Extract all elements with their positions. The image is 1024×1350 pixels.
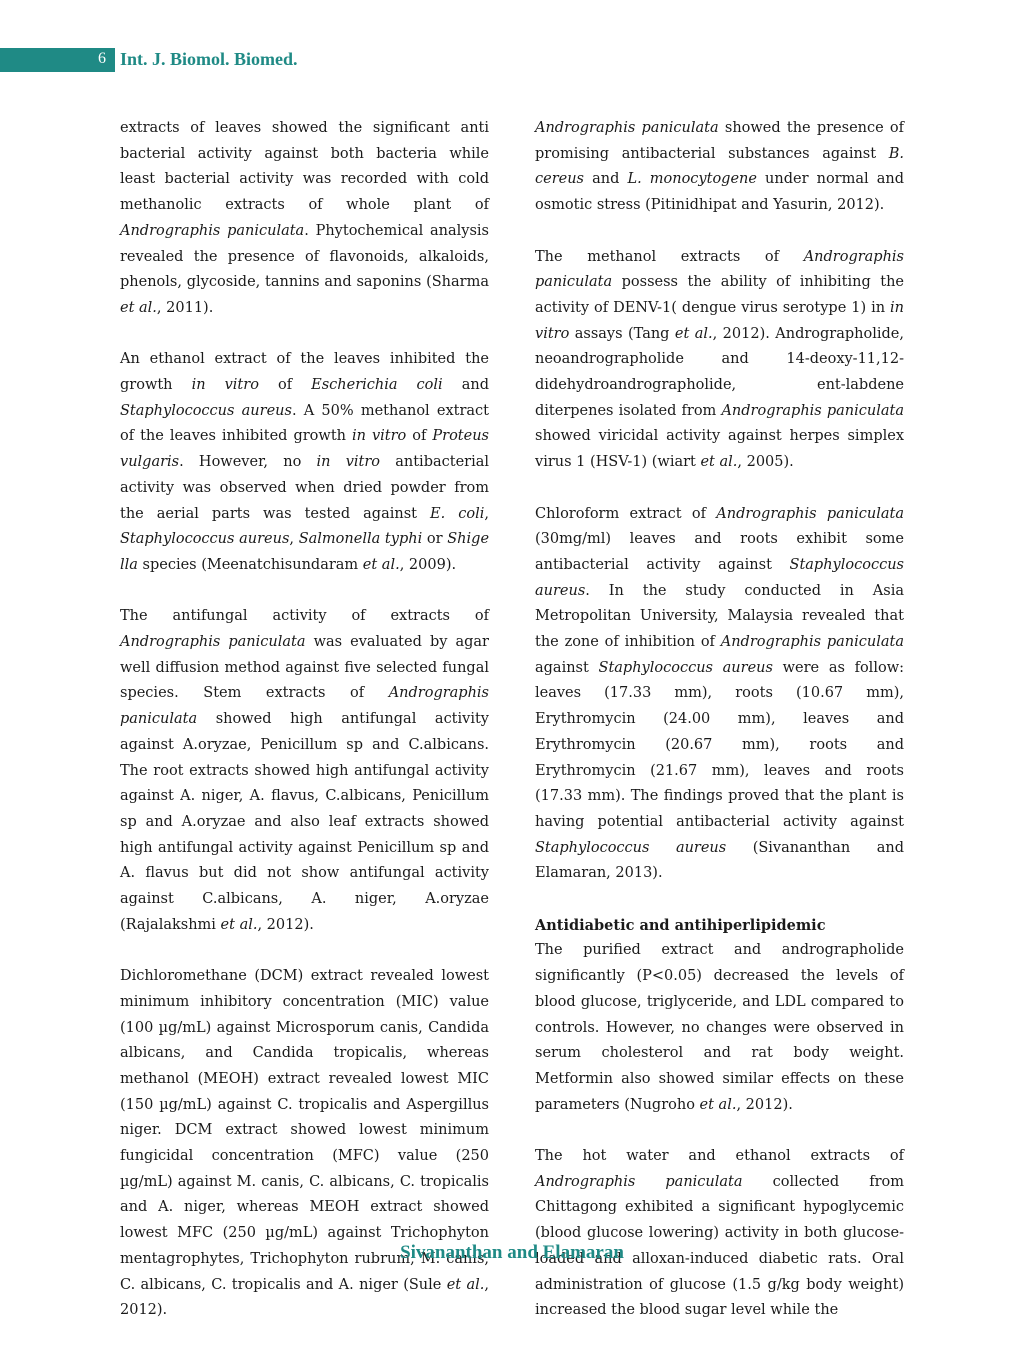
italic-term: Staphylococcus aureus [535, 839, 727, 856]
text-run: . In the study conducted in Asia Metropolitan University, Malaysia revealed that the zone of inhibition of [535, 582, 904, 651]
text-run: showed viricidal activity against herpes simplex virus 1 (HSV-1) (wiart [535, 428, 904, 471]
body-paragraph [535, 938, 904, 1118]
text-run: (Sivananthan and Elamaran, 2013). [535, 839, 904, 882]
italic-term: Shige lla [120, 531, 490, 573]
section-heading: Antidiabetic and antihiperlipidemic [535, 916, 826, 934]
text-run: or [422, 531, 448, 548]
right-column [535, 116, 904, 1350]
text-run: Dichloromethane (DCM) extract revealed lowest minimum inhibitory concentration (MIC) value (100 µg/mL) against Microsporum canis, Candida albicans, and Candida tropicalis, whereas methanol (MEOH) extract revealed lowest MIC (150 µg/mL) against C. tropicalis and Aspergillus niger. DCM extract showed lowest minimum fungicidal concentration (MFC) value (250 µg/mL) against M. canis, C. albicans, C. tropicalis and A. niger, whereas MEOH extract showed lowest MFC (250 µg/mL) against Trichophyton mentagrophytes, Trichophyton rubrum, M. canis, C. albicans, C. tropicalis and A. niger (Sule [120, 968, 489, 1293]
text-run: species (Meenatchisundaram [137, 556, 363, 573]
text-run: , 2011). [156, 299, 214, 316]
italic-term: Andrographis paniculata [716, 505, 904, 522]
italic-term: in vitro [316, 454, 381, 471]
text-run: . A 50% methanol extract of the leaves inhibited growth [120, 402, 490, 445]
text-run: The methanol extracts of [535, 248, 804, 265]
italic-term: Proteus vulgaris [120, 428, 489, 471]
text-run: extracts of leaves showed the significant anti bacterial activity against both bacteria while least bacterial activity was recorded with cold methanolic extracts of whole plant of [120, 120, 489, 214]
text-run: of [406, 428, 433, 445]
italic-term: Andrographis paniculata [721, 402, 904, 419]
text-run: collected from Chittagong exhibited a significant hypoglycemic (blood glucose lowering) activity in both glucose-loaded and alloxan-induced diabetic rats. Oral administration of glucose (1.5 g/kg body weight) increased the blood sugar level while the [535, 1173, 904, 1319]
italic-term: et al. [699, 1096, 737, 1113]
italic-term: E. coli [430, 505, 485, 522]
italic-term: Staphylococcus aureus [598, 659, 773, 676]
italic-term: et al. [362, 556, 400, 573]
body-paragraph [120, 116, 489, 322]
italic-term: Staphylococcus aureus [120, 531, 290, 548]
text-run: , 2012). [120, 1276, 489, 1319]
text-run: , 2012). Andrographolide, neoandrographolide and 14-deoxy-11,12-didehydroandrographolide, ent-labdene diterpenes isolated from [535, 325, 904, 419]
italic-term: Andrographis paniculata [535, 248, 904, 291]
italic-term: Salmonella typhi [298, 531, 423, 548]
text-run: against [535, 659, 599, 676]
italic-term: Andrographis paniculata [535, 1173, 743, 1190]
text-run: , 2009). [399, 556, 457, 573]
italic-term: et al. [120, 299, 157, 316]
italic-term: Andrographis paniculata [120, 634, 306, 651]
text-run: assays (Tang [569, 325, 675, 342]
text-run: Chloroform extract of [535, 505, 717, 522]
text-run: (30mg/ml) leaves and roots exhibit some antibacterial activity against [535, 531, 904, 573]
body-paragraph [120, 347, 489, 578]
text-run: under normal and osmotic stress (Pitinidhipat and Yasurin, 2012). [535, 171, 904, 214]
text-run: , 2012). [257, 916, 314, 933]
italic-term: L. monocytogene [627, 171, 757, 188]
italic-term: Staphylococcus aureus [535, 556, 904, 599]
italic-term: Escherichia coli [311, 377, 443, 394]
text-run: were as follow: leaves (17.33 mm), roots (10.67 mm), Erythromycin (24.00 mm), leaves and Erythromycin (20.67 mm), roots and Erythromycin (21.67 mm), leaves and roots (17.33 mm). The findings proved that the plant is having potential antibacterial activity against [535, 659, 904, 830]
text-run: was evaluated by agar well diffusion method against five selected fungal species. Stem extracts of [120, 634, 489, 702]
body-paragraph [535, 245, 904, 476]
italic-term: et al. [674, 325, 713, 342]
body-paragraph [535, 1144, 904, 1324]
italic-term: in vitro [535, 299, 904, 342]
body-paragraph [535, 116, 904, 219]
text-run: An ethanol extract of the leaves inhibited the growth [120, 351, 489, 394]
text-run: . However, no [179, 454, 317, 471]
italic-term: Andrographis paniculata [120, 685, 489, 728]
italic-term: Staphylococcus aureus [120, 402, 292, 419]
text-run: and [584, 171, 628, 188]
text-run: . Phytochemical analysis revealed the presence of flavonoids, alkaloids, phenols, glycoside, tannins and saponins (Sharma [120, 222, 489, 291]
text-run: showed high antifungal activity against A.oryzae, Penicillum sp and C.albicans. The root extracts showed high antifungal activity against A. niger, A. flavus, C.albicans, Penicillum sp and A.oryzae and also leaf extracts showed high antifungal activity against Penicillum sp and A. flavus but did not show antifungal activity against C.albicans, A. niger, A.oryzae (Rajalakshmi [120, 711, 489, 933]
italic-term: et al. [446, 1276, 485, 1293]
text-run: antibacterial activity was observed when dried powder from the aerial parts was tested against [120, 454, 489, 522]
text-run: The purified extract and andrographolide significantly (P<0.05) decreased the levels of blood glucose, triglyceride, and LDL compared to controls. However, no changes were observed in serum cholesterol and rat body weight. Metformin also showed similar effects on these parameters (Nugroho [535, 942, 904, 1113]
text-run: possess the ability of inhibiting the activity of DENV-1( dengue virus serotype 1) in [535, 274, 904, 316]
text-run: , 2005). [737, 454, 794, 471]
text-run: , 2012). [736, 1096, 793, 1113]
page-number: 6 [98, 50, 106, 67]
text-run: and [442, 377, 489, 394]
text-run: showed the presence of promising antibacterial substances against [535, 120, 905, 162]
journal-title: Int. J. Biomol. Biomed. [120, 49, 298, 69]
text-run: The hot water and ethanol extracts of [535, 1148, 904, 1165]
body-paragraph [535, 502, 904, 888]
body-paragraph [120, 604, 489, 938]
footer-authors: Sivananthan and Elamaran [400, 1242, 624, 1263]
text-run: , [289, 531, 299, 548]
italic-term: in vitro [191, 377, 259, 394]
left-column [120, 116, 489, 1350]
italic-term: Andrographis paniculata [120, 222, 305, 239]
text-run: , [484, 505, 489, 522]
italic-term: Andrographis paniculata [535, 120, 719, 136]
italic-term: Andrographis paniculata [720, 634, 904, 651]
body-paragraph [120, 964, 489, 1324]
italic-term: et al. [220, 916, 258, 933]
italic-term: B. cereus [535, 145, 904, 188]
italic-term: in vitro [351, 428, 407, 445]
italic-term: et al. [700, 454, 738, 471]
text-run: The antifungal activity of extracts of [120, 608, 489, 625]
text-run: of [258, 377, 312, 394]
